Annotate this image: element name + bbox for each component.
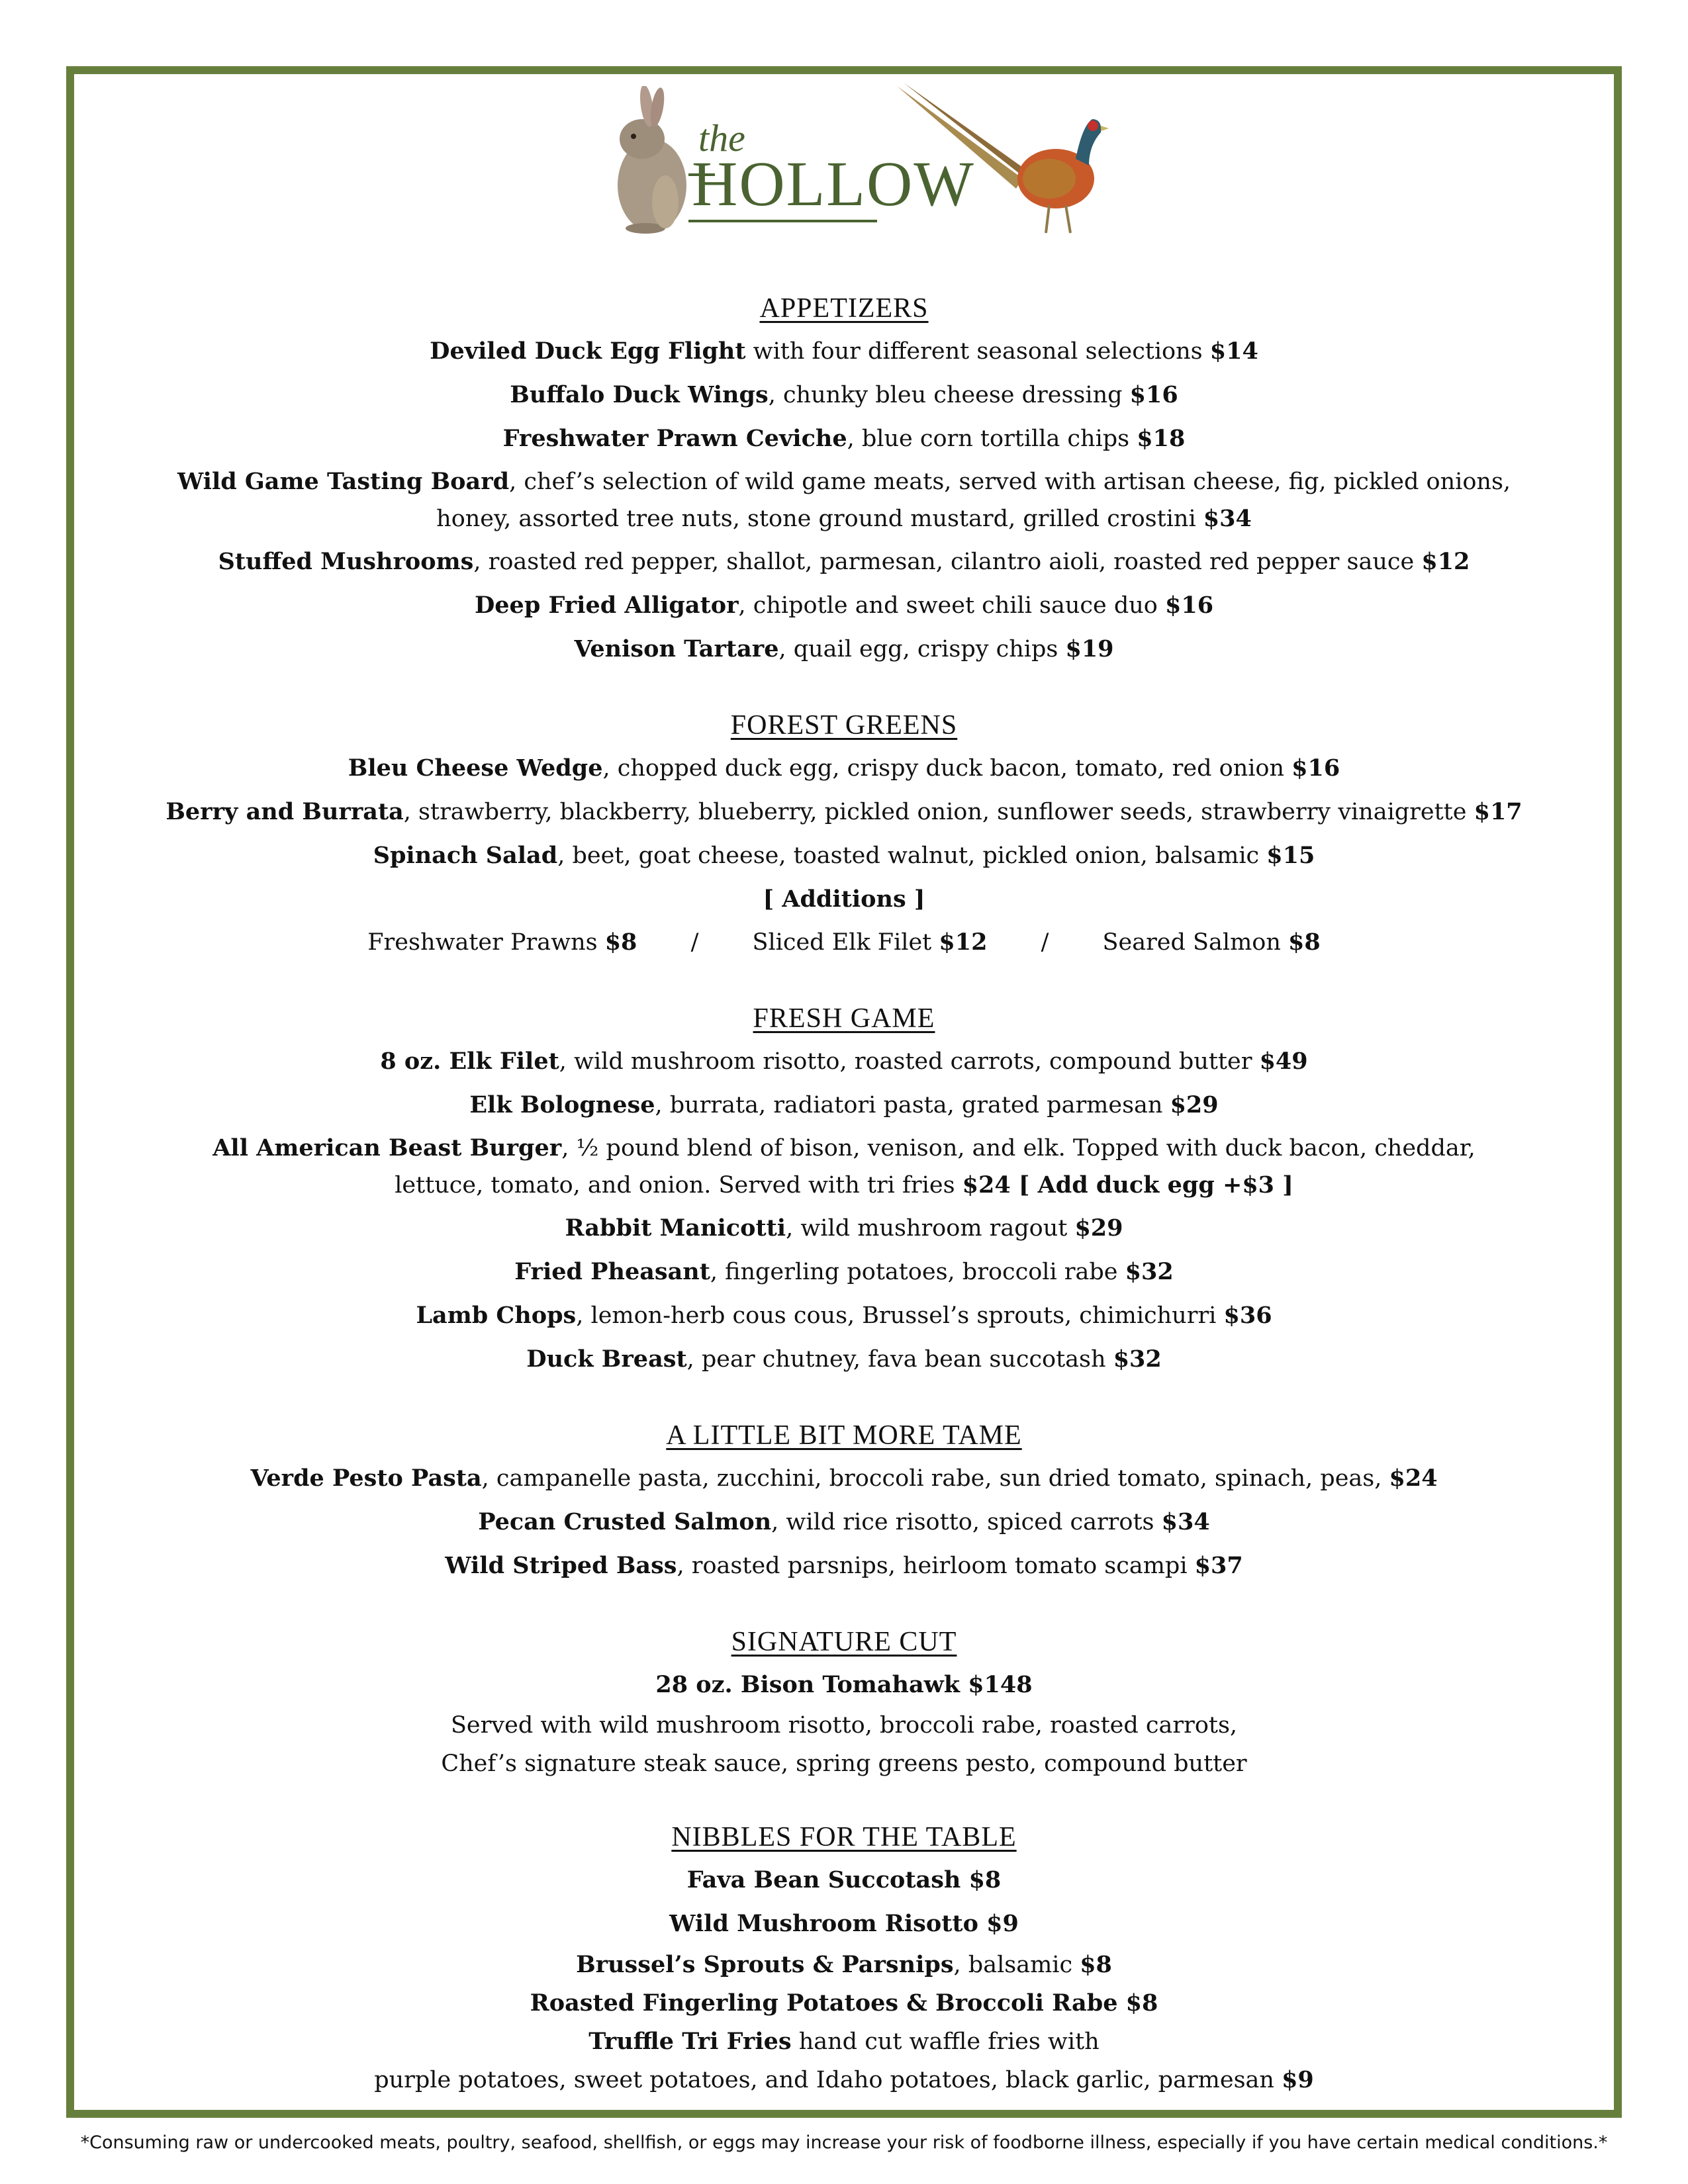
item-price: $12 [1421,548,1470,575]
item-price: $34 [1203,505,1252,532]
menu-item [74,1500,1614,1544]
menu-item [74,1127,1614,1206]
menu-item [74,1457,1614,1500]
addition-name: Sliced Elk Filet [752,929,939,956]
item-price: $16 [1164,592,1214,619]
item-name: Elk Bolognese [469,1091,655,1118]
signature-desc-line2: Chef’s signature steak sauce, spring greens pesto, compound butter [441,1751,1247,1777]
item-name: Bleu Cheese Wedge [348,754,603,782]
item-desc: , burrata, radiatori pasta, grated parmesan [655,1092,1170,1118]
item-desc: , lemon-herb cous cous, Brussel’s sprouts, chimichurri [576,1302,1224,1329]
item-desc: , ½ pound blend of bison, venison, and elk. Topped with duck bacon, cheddar, lettuce, tomato, and onion. Served with tri fries [395,1135,1476,1199]
menu-item [74,584,1614,627]
item-desc: , quail egg, crispy chips [778,636,1066,662]
item-price: $32 [1125,1258,1174,1285]
addition-item [1103,929,1321,956]
logo-name: HOLLOW [692,148,975,219]
item-name: Brussel’s Sprouts & Parsnips [576,1951,954,1978]
signature-item: 28 oz. Bison Tomahawk $148 [655,1671,1033,1698]
rabbit-illustration-icon [606,86,692,238]
logo-prefix: the [698,116,745,159]
logo-rule-bottom [688,220,877,222]
item-price: $9 [1282,2066,1314,2093]
item-name: 8 oz. Elk Filet [380,1048,559,1075]
item-desc: with four different seasonal selections [745,338,1210,365]
menu-item [74,373,1614,417]
section-nibbles [74,1820,1614,2099]
item-name: Pecan Crusted Salmon [478,1508,772,1535]
item-price: $14 [1209,338,1258,365]
menu-item [74,461,1614,540]
section-title: FRESH GAME [753,1003,935,1034]
restaurant-logo [606,79,1109,238]
item-desc: , balsamic [953,1952,1080,1978]
section-title: NIBBLES FOR THE TABLE [671,1822,1017,1852]
item-price: $19 [1065,635,1114,662]
pheasant-illustration-icon [890,79,1109,238]
section-title: APPETIZERS [759,293,929,324]
menu-item [74,540,1614,584]
item-desc: , chef’s selection of wild game meats, served with artisan cheese, fig, pickled onions, honey, assorted tree nuts, stone ground mustard, grilled crostini [436,469,1511,532]
addition-price: $8 [604,929,637,956]
addition-name: Freshwater Prawns [367,929,605,956]
item-desc: , roasted red pepper, shallot, parmesan, cilantro aioli, roasted red pepper sauce [473,549,1422,575]
item-name: Wild Mushroom Risotto $9 [669,1910,1019,1937]
item-name: All American Beast Burger [212,1134,562,1161]
addition-item [753,929,988,956]
section-fresh-game [74,1001,1614,1381]
item-name: Freshwater Prawn Ceviche [502,425,847,452]
item-name: Fried Pheasant [514,1258,710,1285]
item-name: Berry and Burrata [165,798,404,825]
item-price: $36 [1223,1302,1272,1329]
additions-label: [ Additions ] [763,886,925,913]
menu-item [74,1206,1614,1250]
menu-item [74,417,1614,461]
item-name: Spinach Salad [373,842,558,869]
item-name: Buffalo Duck Wings [510,381,769,408]
food-safety-disclaimer: *Consuming raw or undercooked meats, poultry, seafood, shellfish, or eggs may increase your risk of foodborne illness, especially if you have certain medical conditions.* [80,2132,1608,2153]
menu-item-continuation [74,2061,1614,2099]
item-price: $24 [1389,1465,1438,1492]
item-price: $18 [1137,425,1186,452]
item-price: $29 [1074,1214,1123,1242]
menu-content [74,291,1614,2136]
item-price: $29 [1170,1091,1219,1118]
section-title: A LITTLE BIT MORE TAME [666,1420,1022,1451]
item-desc: purple potatoes, sweet potatoes, and Idaho potatoes, black garlic, parmesan [374,2067,1282,2093]
section-title: FOREST GREENS [730,710,958,741]
item-name: Verde Pesto Pasta [250,1465,482,1492]
item-name: Duck Breast [526,1345,687,1373]
menu-item [74,1946,1614,1984]
item-price: $16 [1291,754,1340,782]
menu-item [74,790,1614,834]
menu-item [74,747,1614,790]
menu-item [74,1083,1614,1127]
menu-item [74,1984,1614,2023]
item-name: Truffle Tri Fries [588,2028,792,2055]
menu-item [74,1544,1614,1588]
menu-item [74,1040,1614,1083]
section-title: SIGNATURE CUT [731,1627,957,1657]
item-name: Deviled Duck Egg Flight [430,338,746,365]
menu-item [74,834,1614,878]
item-desc: , chopped duck egg, crispy duck bacon, tomato, red onion [602,755,1292,782]
menu-item [74,1902,1614,1946]
item-name: Deep Fried Alligator [474,592,739,619]
item-price: $17 [1474,798,1523,825]
separator: / [690,929,699,956]
menu-item [74,627,1614,671]
item-desc: , fingerling potatoes, broccoli rabe [710,1259,1125,1285]
item-price: $8 [1080,1951,1112,1978]
additions-row [74,921,1614,964]
separator: / [1041,929,1049,956]
signature-desc-line1: Served with wild mushroom risotto, broccoli rabe, roasted carrots, [450,1712,1238,1739]
section-tame [74,1418,1614,1588]
item-price: $37 [1194,1552,1243,1579]
menu-item [74,1250,1614,1294]
item-desc: , blue corn tortilla chips [847,426,1137,452]
item-desc: , roasted parsnips, heirloom tomato scampi [677,1553,1195,1579]
addition-price: $12 [939,929,988,956]
item-price: $15 [1266,842,1315,869]
item-name: Fava Bean Succotash $8 [686,1866,1002,1893]
item-name: Wild Striped Bass [445,1552,677,1579]
item-name: Roasted Fingerling Potatoes & Broccoli Rabe $8 [530,1989,1158,2017]
menu-item [74,330,1614,373]
item-desc: hand cut waffle fries with [791,2028,1100,2055]
item-desc: , campanelle pasta, zucchini, broccoli rabe, sun dried tomato, spinach, peas, [481,1465,1389,1492]
item-name: Venison Tartare [574,635,779,662]
item-desc: , pear chutney, fava bean succotash [686,1346,1113,1373]
menu-item [74,2023,1614,2061]
menu-item [74,1858,1614,1902]
item-price: $16 [1129,381,1178,408]
item-price: $32 [1113,1345,1162,1373]
menu-item [74,1294,1614,1338]
item-desc: , chipotle and sweet chili sauce duo [738,592,1165,619]
addition-item [367,929,637,956]
item-name: Stuffed Mushrooms [218,548,474,575]
item-desc: , chunky bleu cheese dressing [768,382,1130,408]
section-signature-cut [74,1625,1614,1783]
item-desc: , wild mushroom risotto, roasted carrots, compound butter [559,1048,1260,1075]
item-desc: , wild mushroom ragout [786,1215,1075,1242]
item-price: $49 [1259,1048,1308,1075]
addition-name: Seared Salmon [1102,929,1289,956]
section-appetizers [74,291,1614,671]
item-name: Wild Game Tasting Board [177,468,510,495]
item-name: Lamb Chops [416,1302,577,1329]
item-name: Rabbit Manicotti [565,1214,786,1242]
item-desc: , beet, goat cheese, toasted walnut, pickled onion, balsamic [557,842,1267,869]
item-price: $24 [ Add duck egg +$3 ] [962,1171,1293,1199]
item-price: $34 [1161,1508,1210,1535]
menu-item [74,1338,1614,1381]
addition-price: $8 [1288,929,1321,956]
item-desc: , strawberry, blackberry, blueberry, pickled onion, sunflower seeds, strawberry vinaigrette [403,799,1474,825]
item-desc: , wild rice risotto, spiced carrots [771,1509,1162,1535]
section-forest-greens [74,708,1614,964]
